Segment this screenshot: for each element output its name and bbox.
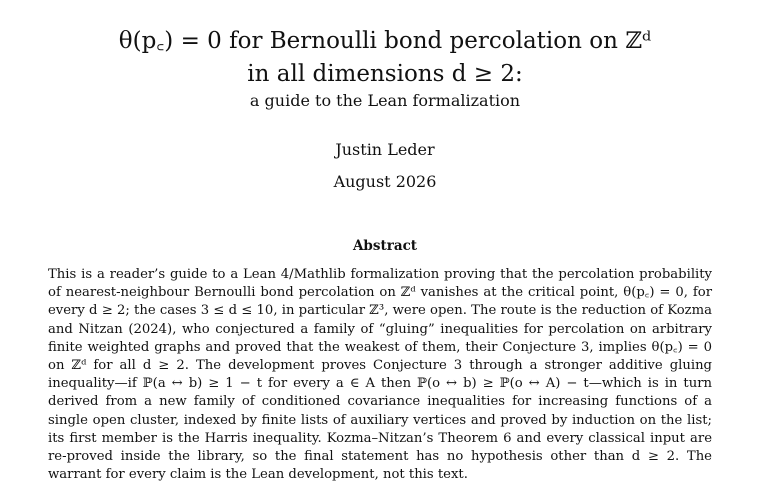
title-line-2: in all dimensions d ≥ 2: <box>247 61 523 87</box>
abstract-heading: Abstract <box>352 238 418 254</box>
abstract-text: This is a reader’s guide to a Lean 4/Mathlib formalization proving that the percolation probability of nearest-neighbour Bernoulli bond percolation on ℤᵈ vanishes at the critical point, θ(p꜀) = 0, for every d ≥ 2; the cases 3 ≤ d ≤ 10, in particular ℤ³, were open. The route is the reduction of Kozma and Nitzan (2024), who conjectured a family of “gluing” inequalities for percolation on arbitrary finite weighted graphs and proved that the weakest of them, their Conjecture 3, implies θ(p꜀) = 0 on ℤᵈ for all d ≥ 2. The development proves Conjecture 3 through a stronger additive gluing inequality—if ℙ(a ↔ b) ≥ 1 − t for every a ∈ A then ℙ(o ↔ b) ≥ ℙ(o ↔ A) − t—which is in turn derived from a new family of conditioned covariance inequalities for increasing functions of a single open cluster, indexed by finite lists of auxiliary vertices and proved by induction on the list; its first member is the Harris inequality. Kozma–Nitzan’s Theorem 6 and every classical input are re-proved inside the library, so the final statement has no hypothesis other than d ≥ 2. The warrant for every claim is the Lean development, not this text. <box>48 267 712 483</box>
abstract-body <box>48 266 712 484</box>
date: August 2026 <box>333 172 437 191</box>
author: Justin Leder <box>335 140 435 159</box>
title-line-1: θ(p꜀) = 0 for Bernoulli bond percolation on ℤᵈ <box>118 28 652 54</box>
subtitle: a guide to the Lean formalization <box>249 91 521 110</box>
